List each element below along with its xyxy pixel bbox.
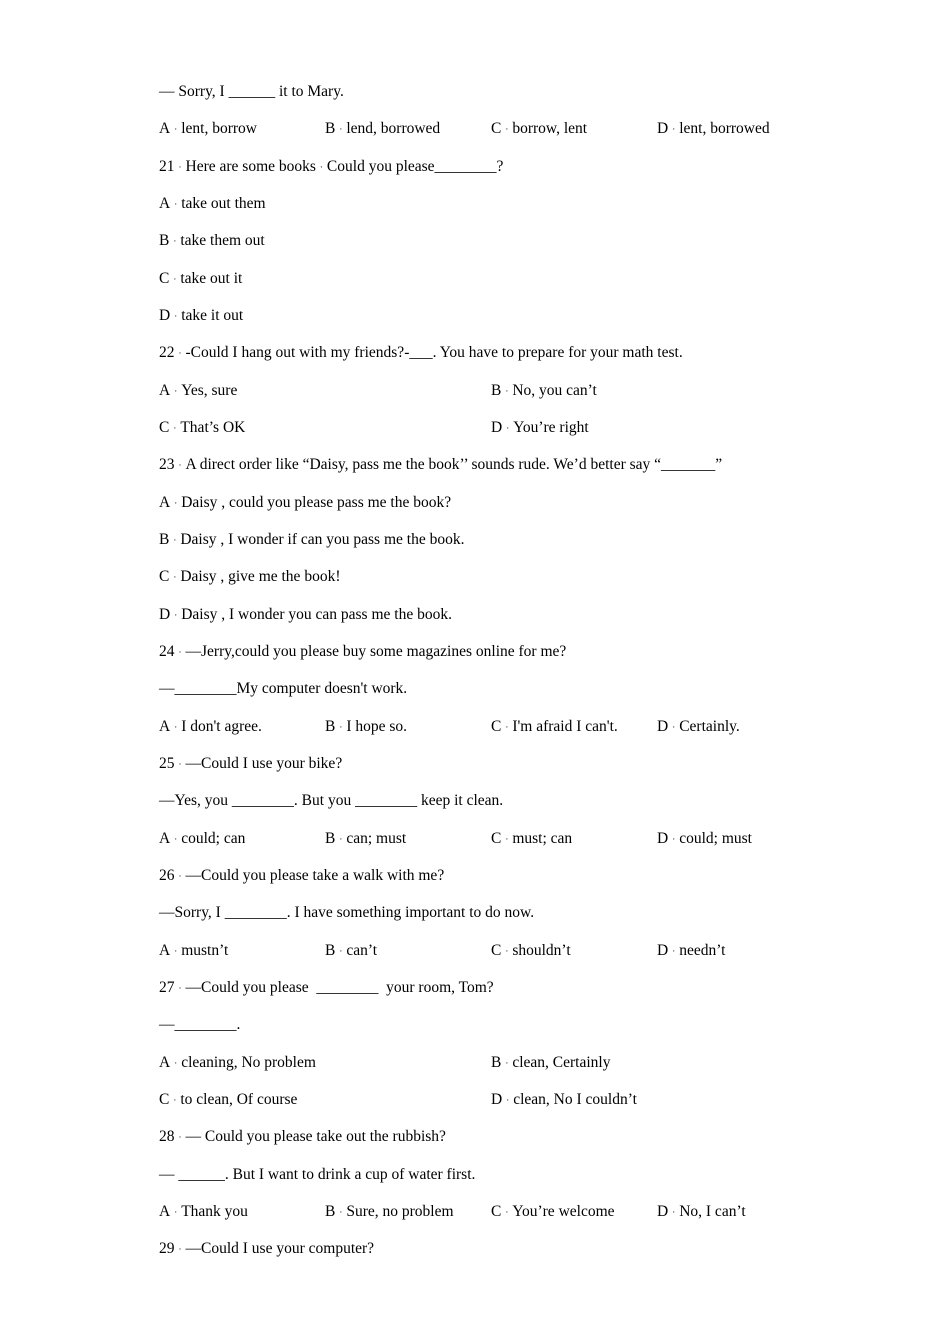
q22-stem: 22 · -Could I hang out with my friends?-___. You have to prepare for your math test. (159, 344, 683, 361)
q26-option-a[interactable]: A · mustn’t (159, 942, 229, 959)
q26-reply: —Sorry, I ________. I have something important to do now. (159, 904, 535, 921)
q26-stem: 26 · —Could you please take a walk with me? (159, 867, 445, 884)
q25-option-a[interactable]: A · could; can (159, 830, 246, 847)
q25-option-b[interactable]: B · can; must (325, 830, 407, 847)
q28-stem: 28 · — Could you please take out the rubbish? (159, 1128, 446, 1145)
q22-option-c[interactable]: C · That’s OK (159, 419, 246, 436)
q28-reply: — ______. But I want to drink a cup of water first. (159, 1166, 476, 1183)
q25-stem: 25 · —Could I use your bike? (159, 755, 343, 772)
q21-option-a[interactable]: A · take out them (159, 195, 266, 212)
q29-stem: 29 · —Could I use your computer? (159, 1240, 375, 1257)
q25-option-d[interactable]: D · could; must (657, 830, 752, 847)
q27-option-b[interactable]: B · clean, Certainly (491, 1054, 611, 1071)
q28-option-d[interactable]: D · No, I can’t (657, 1203, 746, 1220)
q25-option-c[interactable]: C · must; can (491, 830, 573, 847)
q27-option-a[interactable]: A · cleaning, No problem (159, 1054, 316, 1071)
q20-option-c[interactable]: C · borrow, lent (491, 120, 588, 137)
q23-stem: 23 · A direct order like “Daisy, pass me the book’’ sounds rude. We’d better say “_______” (159, 456, 723, 473)
q23-option-a[interactable]: A · Daisy , could you please pass me the book? (159, 494, 452, 511)
q22-option-b[interactable]: B · No, you can’t (491, 382, 597, 399)
q25-reply: —Yes, you ________. But you ________ keep it clean. (159, 792, 504, 809)
q20-option-d[interactable]: D · lent, borrowed (657, 120, 770, 137)
q21-option-b[interactable]: B · take them out (159, 232, 265, 249)
q21-option-d[interactable]: D · take it out (159, 307, 244, 324)
q23-option-d[interactable]: D · Daisy , I wonder you can pass me the book. (159, 606, 452, 623)
q24-option-d[interactable]: D · Certainly. (657, 718, 740, 735)
q26-option-c[interactable]: C · shouldn’t (491, 942, 571, 959)
q24-option-a[interactable]: A · I don't agree. (159, 718, 262, 735)
q28-option-b[interactable]: B · Sure, no problem (325, 1203, 454, 1220)
q20-option-a[interactable]: A · lent, borrow (159, 120, 257, 137)
q22-option-a[interactable]: A · Yes, sure (159, 382, 238, 399)
q28-option-c[interactable]: C · You’re welcome (491, 1203, 615, 1220)
q22-option-d[interactable]: D · You’re right (491, 419, 589, 436)
q24-reply: —________My computer doesn't work. (159, 680, 408, 697)
q24-option-c[interactable]: C · I'm afraid I can't. (491, 718, 618, 735)
q21-stem: 21 · Here are some books · Could you please________? (159, 158, 504, 175)
q20-reply: — Sorry, I ______ it to Mary. (159, 83, 344, 100)
q23-option-c[interactable]: C · Daisy , give me the book! (159, 568, 341, 585)
q27-stem: 27 · —Could you please ________ your room, Tom? (159, 979, 494, 996)
q26-option-b[interactable]: B · can’t (325, 942, 378, 959)
q28-option-a[interactable]: A · Thank you (159, 1203, 248, 1220)
q23-option-b[interactable]: B · Daisy , I wonder if can you pass me the book. (159, 531, 465, 548)
q27-option-d[interactable]: D · clean, No I couldn’t (491, 1091, 637, 1108)
q27-option-c[interactable]: C · to clean, Of course (159, 1091, 298, 1108)
q24-option-b[interactable]: B · I hope so. (325, 718, 408, 735)
q27-reply: —________. (159, 1016, 241, 1033)
q20-option-b[interactable]: B · lend, borrowed (325, 120, 441, 137)
q21-option-c[interactable]: C · take out it (159, 270, 243, 287)
q24-stem: 24 · —Jerry,could you please buy some magazines online for me? (159, 643, 567, 660)
q26-option-d[interactable]: D · needn’t (657, 942, 726, 959)
